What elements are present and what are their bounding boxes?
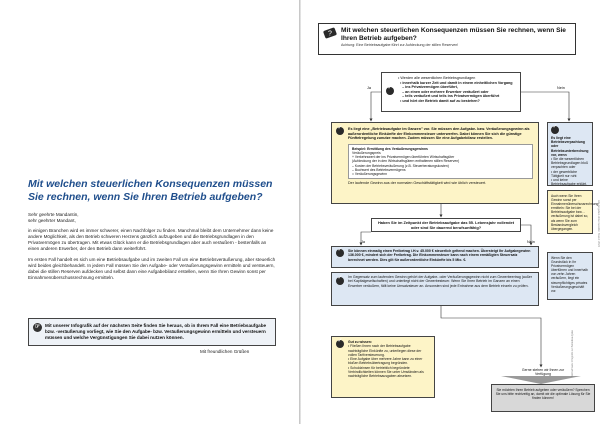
checkmark-icon — [336, 340, 344, 348]
chart-subtitle: Achtung: Eine Betriebsaufgabe führt zur Aufdeckung der stillen Reserven! — [341, 43, 459, 47]
arrow-nein-1 — [521, 92, 569, 120]
right-page — [301, 0, 600, 424]
calc-line: (Aufdeckung der in den Wirtschaftsgütern enthaltenen stillen Reserven) — [352, 159, 460, 164]
gewinnermittlung-box: Auch wenn Sie Ihren Gewinn sonst per Einnahmenüberschussrechnung ermitteln: Sie bei der Betriebsaufgabe bzw. -veräußerung ist dabei so, als wenn Sie zum Bestandsvergleich übergegangen. — [547, 190, 593, 234]
label-ja-2: Ja — [361, 240, 366, 244]
q1-line: • innerhalb kurzer Zeit und damit in einem einheitlichen Vorgang — [398, 80, 513, 85]
q1-line: – an einen oder mehrere Erwerber veräußert oder — [398, 89, 489, 94]
betriebsverpachtung-box — [547, 122, 593, 186]
infographic-hint-text: Mit unserer Infografik auf der nächsten Seite finden Sie heraus, ob in Ihrem Fall eine Betriebsaufgabe bzw. -veräußerung vorliegt, wie Sie den Aufgabe- bzw. Veräußerungsgewinn ermitteln und versteuern müssen und welche Vergünstigungen Sie dabei nutzen können. — [45, 323, 267, 341]
q1-line: – ins Privatvermögen überführt, — [398, 85, 458, 90]
checkmark-icon — [551, 126, 559, 134]
checkmark-icon — [336, 277, 344, 285]
good-title: Gut zu wissen: — [348, 340, 372, 344]
label-nein-2: Nein — [527, 240, 535, 244]
question-icon — [386, 87, 394, 95]
label-nein: Nein — [557, 86, 565, 90]
infographic-hint-box — [28, 318, 276, 346]
hand-pointer-icon: ☞ — [34, 324, 41, 330]
checkmark-icon — [336, 127, 344, 135]
good-line: • Fließen Ihnen nach der Betriebsaufgabe nachträgliche Einkünfte zu, unterliegen diese der vollen Tarifversteuerung. — [348, 344, 422, 357]
no-line: • der gewerbliche Tätigkeit nur ruht — [551, 169, 578, 178]
svg-text:?: ? — [328, 30, 332, 38]
q1-line: • Werden alle wesentlichen Betriebsgrundlagen — [398, 76, 476, 80]
good-line: • Eine Aufgabe über mehrere Jahre kann zu einer bloßen Betriebsübertragung begründen. — [348, 357, 423, 366]
gewerbesteuer-box — [331, 272, 539, 306]
question-icon — [323, 26, 337, 40]
side-note: Alle Angaben ohne Gewähr. Stand: 2024 — [597, 200, 600, 247]
left-body — [28, 212, 278, 285]
paragraph-2: Im ersten Fall handelt es sich um eine Betriebsaufgabe und im zweiten Fall um eine Betriebsveräußerung, aber steuerlich wird beides gleichbehandelt. In jedem Fall müssen Sie den Aufgabe- oder Veräußerungsgewinn ermitteln und versteuern, dabei die stillen Reserven aufdecken und selbst dann eine Aufgabebilanz erstellen, wenn Sie Ihren Gewinn sonst per Einnahmenüberschussrechnung ermitteln. — [28, 256, 276, 280]
chart-header — [318, 23, 576, 55]
calc-line: – Buchwert des Betriebsvermögens — [352, 167, 406, 172]
gewerbesteuer-text: Im Gegensatz zum laufenden Gewinn gehört der Aufgabe- oder Veräußerungsgewinn nicht zum Gewerbeertrag (außer bei Kapitalgesellschaften) und unterliegt nicht der Gewerbesteuer. Wenn Sie Ihren Betrieb im Ganzen an einen Erwerber veräußern, fällt keine Umsatzsteuer an. Ansonsten sind jede Entnahme aus dem Betrieb einzeln zu prüfen. — [348, 275, 533, 288]
calc-title: Beispiel: Ermittlung des Veräußerungsgewinns — [352, 146, 428, 151]
good-to-know-box — [331, 336, 435, 398]
freibetrag-text: Sie können einmalig einen Freibetrag i.H.v. 45.000 € steuerlich geltend machen. Übersteigt Ihr Aufgabegewinn 136.000 €, mindert sich der Freibetrag. Die Einkommensteuer kann nach einem ermäßigten Steuersatz berechnet werden. Dies gilt für außerordentliche Einkünfte bis 5 Mio. €. — [348, 249, 531, 262]
chart-title: Mit welchen steuerlichen Konsequenzen müssen Sie rechnen, wenn Sie Ihren Betrieb aufgeben? — [341, 27, 566, 42]
question-1-box — [381, 72, 521, 112]
closing-greeting: Mit freundlichen Grüßen — [200, 349, 250, 354]
left-title: Mit welchen steuerlichen Konsequenzen müssen Sie rechnen, wenn Sie Ihren Betrieb aufgeben? — [28, 178, 273, 203]
image-credit: Bildnachweis: Infografik zur Betriebsaufgabe — [571, 330, 574, 378]
freibetrag-box — [331, 246, 539, 268]
arrow-ja-1 — [371, 92, 381, 120]
summary-arrow-shape — [501, 376, 581, 384]
checkmark-icon — [336, 249, 344, 257]
calc-line: Veräußerungspreis — [352, 150, 381, 155]
no-line: • und keine Betriebsaufgabe erklärt. — [551, 178, 587, 187]
summary-heading: Gerne stehen wir Ihnen zur Verfügung — [521, 368, 565, 377]
paragraph-1: in einigen Branchen wird es immer schwerer, einen Nachfolger zu finden. Manchmal bleibt dem Unternehmer dann keine andere Möglichkeit, als den Betrieb schweren Herzens gänzlich aufzugeben und die Betriebsgrundlagen in den Privatvermögen zu übertragen. Mit etwas Glück kann er die Betriebsgrundlagen aber auch veräußern - bestenfalls an einen anderen Erwerber, der den Betrieb dann weiterführt. — [28, 228, 274, 252]
betriebsaufgabe-box — [331, 122, 539, 204]
question-2-box: Haben Sie im Zeitpunkt der Betriebsaufgabe das 55. Lebensjahr vollendet oder sind Sie dauernd berufsunfähig? — [371, 218, 521, 232]
good-line: • Schuldzinsen für betrieblich begründete Verbindlichkeiten können Sie unter Umständen als nachträgliche Betriebsausgaben absetzen. — [348, 365, 424, 379]
q1-line: – teils veräußert und teils ins Privatvermögen überführt — [398, 94, 500, 99]
grundstueck-box: Wenn Sie den Grundstück in Ihr Privatvermögen überführen und innerhalb von zehn Jahren veräußern, liegt ein steuerpflichtiges privates Veräußerungsgeschäft vor. — [547, 252, 593, 300]
salutation: Sehr geehrte Mandantin, sehr geehrter Mandant, — [28, 212, 79, 224]
yes-footnote: Der laufende Gewinn aus der normalen Geschäftstätigkeit wird wie üblich versteuert. — [348, 181, 487, 186]
yes-text: Es liegt eine „Betriebsaufgabe im Ganzen" vor. Sie müssen den Aufgabe- bzw. Veräußerungsgewinn als außerordentliche Einkünfte der Einkommensteuer unterwerfen. Dabei können Sie sich die günstige Fünftelregelung zunutze machen. Zudem müssen Sie eine Aufgabebilanz erstellen. — [348, 127, 530, 141]
label-ja: Ja — [367, 86, 372, 90]
arrow-summary — [441, 306, 541, 366]
calc-line: + Verkehrswert der ins Privatvermögen überführten Wirtschaftsgüter — [352, 155, 455, 160]
no-text: Es liegt eine Betriebsverpachtung oder Betriebsunterbrechung vor, wenn — [551, 136, 589, 157]
no-line: • Sie die wesentlichen Betriebsgrundlagen bloß verpachten oder — [551, 157, 588, 170]
summary-box: Sie möchten Ihren Betrieb aufgeben oder veräußern? Sprechen Sie uns bitte rechtzeitig an, damit wir die optimale Lösung für Sie finden können! — [491, 384, 595, 412]
calc-line: – Kosten der Betriebsveräußerung (z.B. Steuerberatungskosten) — [352, 163, 449, 168]
calc-line: = Veräußerungsgewinn — [352, 172, 387, 176]
q1-line: • und hört der Betrieb damit auf zu bestehen? — [398, 98, 480, 103]
calculation-box — [348, 144, 533, 179]
